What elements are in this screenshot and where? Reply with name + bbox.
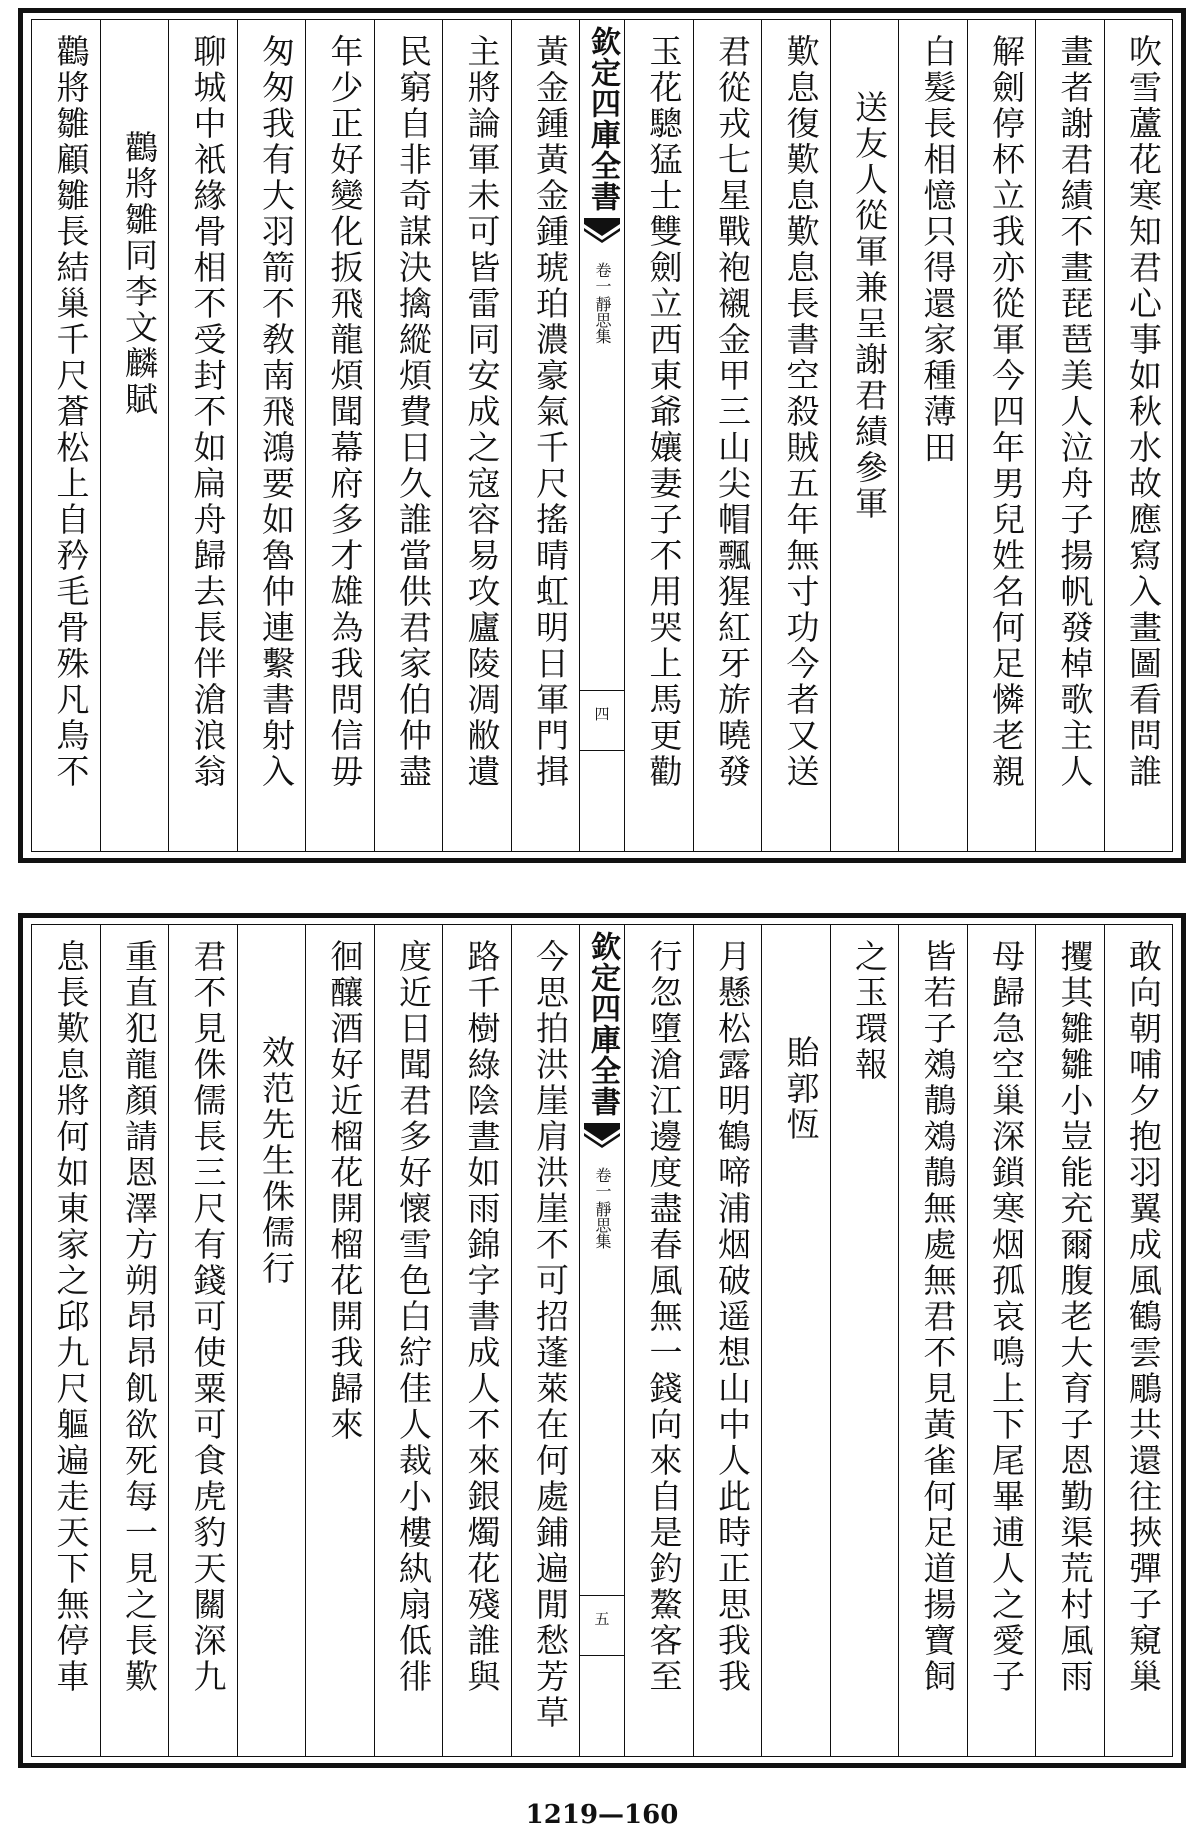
gutter-volume: [594, 1167, 610, 1249]
gutter-juan: 卷一: [593, 262, 612, 294]
gutter-volume: [594, 262, 610, 344]
text-column: 敢向朝哺夕抱羽翼成風鶴雲鵰共還往挾彈子窺巢: [1104, 925, 1173, 1756]
gutter-rule: [580, 1655, 624, 1657]
text-column: 解劍停杯立我亦從軍今四年男兒姓名何足憐老親: [967, 20, 1036, 851]
text-column: 息長歎息將何如東家之邱九尺軀遍走天下無停車: [51, 939, 91, 1695]
bottom-page: [0, 905, 1204, 1765]
page-frame: [18, 8, 1186, 863]
text-column: 度近日聞君多好懷雪色白紵佳人裁小樓紈扇低徘: [374, 925, 443, 1756]
text-column: 月懸松露明鶴啼浦烟破遥想山中人此時正思我我: [693, 925, 762, 1756]
center-gutter: [579, 925, 624, 1756]
gutter-rule: [580, 1595, 624, 1597]
gutter-juan: 卷一: [593, 1167, 612, 1199]
text-column: 主將論軍未可皆雷同安成之寇容易攻廬陵凋敝遺: [442, 20, 511, 851]
text-grid: [31, 19, 1173, 852]
text-column: 聊城中衹緣骨相不受封不如扁舟歸去長伴滄浪翁: [168, 20, 237, 851]
text-column: 今思拍洪崖肩洪崖不可招蓬萊在何處鋪遍閒愁芳草: [511, 925, 580, 1756]
fish-tail-icon: [584, 1123, 620, 1153]
gutter-rule: [580, 750, 624, 752]
text-grid: [31, 924, 1173, 1757]
gutter-title: 欽定四庫全書: [585, 931, 620, 1117]
text-column: 年少正好變化扳飛龍煩聞幕府多才雄為我問信毋: [305, 20, 374, 851]
page-footer-number: 1219—160: [525, 1800, 679, 1830]
gutter-title: 欽定四庫全書: [585, 26, 620, 212]
top-page: [0, 0, 1204, 860]
text-column: 黃金鍾黃金鍾琥珀濃豪氣千尺搖晴虹明日軍門揖: [511, 20, 580, 851]
text-column: 畫者謝君績不畫琵琶美人泣舟子揚帆發棹歌主人: [1035, 20, 1104, 851]
text-column: 君不見侏儒長三尺有錢可使粟可食虎豹天關深九: [168, 925, 237, 1756]
text-column: 鸛將雛顧雛長結巢千尺蒼松上自矜毛骨殊凡鳥不: [51, 34, 91, 790]
text-column: 皆若子鵁鶄鵁鶄無處無君不見黃雀何足道揚寶飼: [898, 925, 967, 1756]
gutter-collection: 靜思集: [593, 1201, 612, 1249]
page-number: 四: [592, 706, 611, 721]
page-frame: [18, 913, 1186, 1768]
text-column: 徊釀酒好近榴花開榴花開我歸來: [305, 925, 374, 1756]
text-column: 白髮長相憶只得還家種薄田: [898, 20, 967, 851]
center-gutter: [579, 20, 624, 851]
fish-tail-icon: [584, 218, 620, 248]
gutter-rule: [580, 690, 624, 692]
poem-title: 鸛將雛同李文麟賦: [100, 20, 169, 851]
page-number: 五: [592, 1611, 611, 1626]
text-column: 匆匆我有大羽箭不敎南飛鴻要如魯仲連繫書射入: [237, 20, 306, 851]
text-column: 母歸急空巢深鎖寒烟孤哀鳴上下尾畢逋人之愛子: [967, 925, 1036, 1756]
text-column: 路千樹綠陰晝如雨錦字書成人不來銀燭花殘誰與: [442, 925, 511, 1756]
text-column: 行忽墮滄江邊度盡春風無一錢向來自是釣鰲客至: [624, 925, 693, 1756]
gutter-collection: 靜思集: [593, 296, 612, 344]
poem-title: 效范先生侏儒行: [237, 925, 306, 1756]
text-column: 君從戎七星戰袍襯金甲三山尖帽飄猩紅牙旂曉發: [693, 20, 762, 851]
text-column: 之玉環報: [830, 925, 899, 1756]
text-column: 重直犯龍顏請恩澤方朔昂昂飢欲死每一見之長歎: [100, 925, 169, 1756]
text-column: 歎息復歎息歎息長書空殺賊五年無寸功今者又送: [761, 20, 830, 851]
poem-title: 貽郭恆: [761, 925, 830, 1756]
poem-title: 送友人從軍兼呈謝君績參軍: [830, 20, 899, 851]
text-column: 攫其雛雛小豈能充爾腹老大育子恩勤渠荒村風雨: [1035, 925, 1104, 1756]
text-column: 民窮自非奇謀決擒縱煩費日久誰當供君家伯仲盡: [374, 20, 443, 851]
text-column: 吹雪蘆花寒知君心事如秋水故應寫入畫圖看問誰: [1104, 20, 1173, 851]
text-column: 玉花驄猛士雙劍立西東爺孃妻子不用哭上馬更勸: [624, 20, 693, 851]
